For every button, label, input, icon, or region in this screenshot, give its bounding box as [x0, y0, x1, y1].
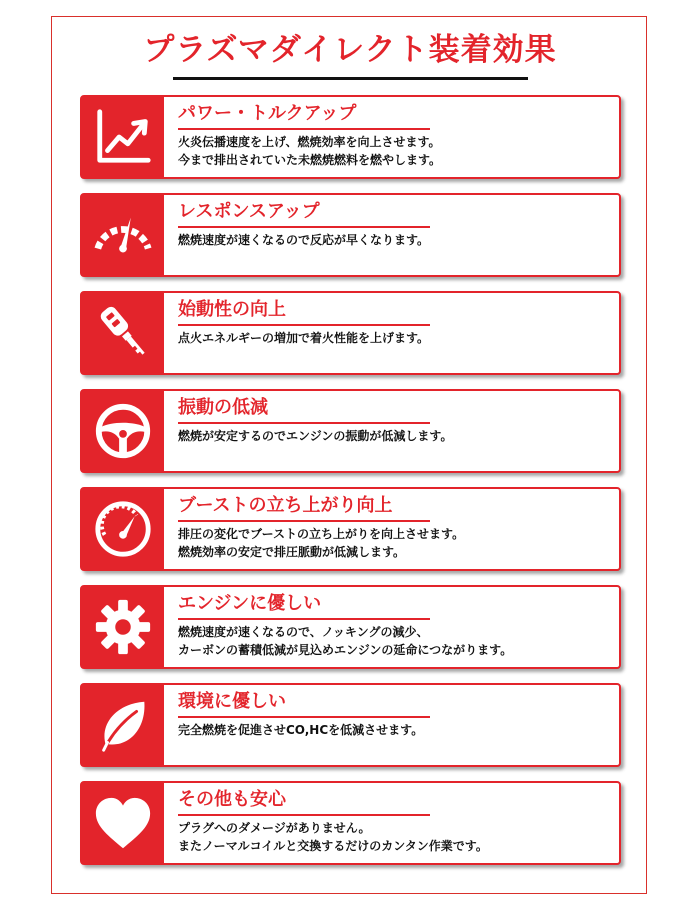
- effect-card-body: [178, 195, 613, 249]
- car-key-icon: [92, 302, 154, 364]
- effect-icon-box: [82, 783, 164, 863]
- effect-card-power-torque: [80, 95, 621, 179]
- title-underline: [173, 77, 528, 80]
- steering-wheel-icon: [92, 400, 154, 462]
- effect-description: 点火エネルギーの増加で着火性能を上げます。: [178, 331, 430, 345]
- effect-title-underline: [178, 422, 430, 424]
- effect-title-underline: [178, 716, 430, 718]
- leaf-icon: [92, 694, 154, 756]
- effect-description: 完全燃焼を促進させCO,HCを低減させます。: [178, 723, 424, 737]
- effect-description: 燃焼速度が速くなるので反応が早くなります。: [178, 233, 430, 247]
- effect-title: 始動性の向上: [178, 299, 286, 320]
- chart-up-icon: [92, 106, 154, 168]
- gear-icon: [92, 596, 154, 658]
- page-title: プラズマダイレクト装着効果: [143, 32, 557, 68]
- effect-icon-box: [82, 293, 164, 373]
- effect-title: ブーストの立ち上がり向上: [178, 495, 393, 516]
- effect-title: レスポンスアップ: [178, 201, 320, 222]
- effect-card-peace-of-mind: [80, 781, 621, 865]
- effect-card-eco-friendly: [80, 683, 621, 767]
- effect-title-underline: [178, 520, 430, 522]
- effect-card-body: [178, 685, 613, 739]
- effect-title: パワー・トルクアップ: [178, 103, 357, 124]
- effect-title-underline: [178, 226, 430, 228]
- effect-title-underline: [178, 814, 430, 816]
- effect-card-response: [80, 193, 621, 277]
- effect-title-underline: [178, 324, 430, 326]
- effect-title-underline: [178, 128, 430, 130]
- effect-card-boost: [80, 487, 621, 571]
- effect-card-body: [178, 783, 613, 855]
- effect-title: エンジンに優しい: [178, 593, 322, 614]
- effect-icon-box: [82, 587, 164, 667]
- effect-card-body: [178, 293, 613, 347]
- effect-card-body: [178, 97, 613, 169]
- effect-title: 振動の低減: [178, 397, 268, 418]
- heart-icon: [92, 792, 154, 854]
- effect-card-startability: [80, 291, 621, 375]
- effect-icon-box: [82, 489, 164, 569]
- effect-icon-box: [82, 391, 164, 471]
- effect-description: 排圧の変化でブーストの立ち上がりを向上させます。 燃焼効率の安定で排圧脈動が低減します。: [178, 527, 465, 559]
- gauge-icon: [92, 498, 154, 560]
- effect-card-body: [178, 391, 613, 445]
- effect-description: 火炎伝播速度を上げ、燃焼効率を向上させます。 今まで排出されていた未燃焼燃料を燃やします。: [178, 135, 442, 167]
- effect-card-body: [178, 489, 613, 561]
- effect-title-underline: [178, 618, 430, 620]
- effect-description: プラグへのダメージがありません。 またノーマルコイルと交換するだけのカンタン作業です。: [178, 821, 488, 853]
- effect-description: 燃焼が安定するのでエンジンの振動が低減します。: [178, 429, 453, 443]
- effect-card-body: [178, 587, 613, 659]
- effect-icon-box: [82, 97, 164, 177]
- effect-description: 燃焼速度が速くなるので、ノッキングの減少、 カーボンの蓄積低減が見込めエンジンの延命につながります。: [178, 625, 513, 657]
- effect-title: その他も安心: [178, 789, 286, 810]
- effect-card-engine-friendly: [80, 585, 621, 669]
- effect-card-vibration: [80, 389, 621, 473]
- effect-title: 環境に優しい: [178, 691, 286, 712]
- effect-icon-box: [82, 195, 164, 275]
- effect-icon-box: [82, 685, 164, 765]
- speedometer-icon: [92, 204, 154, 266]
